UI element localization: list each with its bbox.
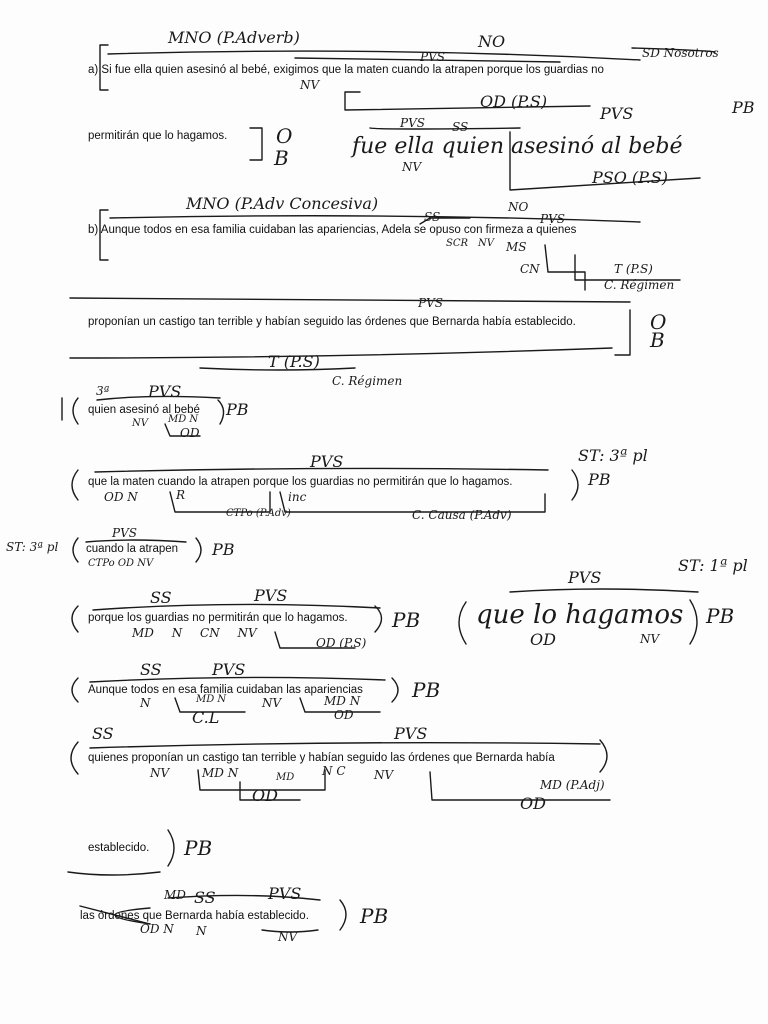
annotation-p5-ss: SS [140,660,162,679]
annotation-p8-pvs: PVS [268,884,302,903]
annotation-p4r-od: OD [530,630,556,649]
annotation-p2-ccausa: C. Causa (P.Adv) [412,508,512,522]
annotation-hw-nv: NV [402,160,422,174]
annotation-p8-pb: PB [360,904,389,928]
annotation-b-b: B [650,328,665,352]
annotation-o: O [276,124,293,148]
annotation-p2-r: R [176,488,186,502]
annotation-pvs: PVS [420,50,445,64]
annotation-p4r-pb: PB [706,604,735,628]
annotation-p3-ctpo: CTPo OD NV [88,558,154,569]
annotation-p5-pb: PB [412,678,441,702]
phrase-3: cuando la atrapen [86,543,179,555]
annotation-p2-st: ST: 3ª pl [578,446,648,465]
phrase-6: quienes proponían un castigo tan terrible y habían seguido las órdenes que Bernarda había [88,752,555,764]
annotation-p2-pb: PB [588,470,611,489]
annotation-hw-pvs: PVS [400,116,425,130]
annotation-no: NO [478,32,506,51]
annotation-b: B [274,146,289,170]
annotation-p2-odn: OD N [104,490,138,504]
annotation-sd: SD Nosotros [642,46,719,60]
annotation-p5-pvs: PVS [212,660,246,679]
annotation-t: T (P.S) [614,262,653,276]
annotation-pvs-b: PVS [540,212,565,226]
annotation-p6-md: MD [276,772,295,783]
annotation-cn: CN [520,262,540,276]
annotation-p2-ctpo: CTPo (P.Adv) [226,508,291,519]
annotation-p4-pvs: PVS [254,586,288,605]
annotation-p4-od: OD (P.S) [316,636,367,650]
annotation-p8-odn: OD N [140,922,174,936]
annotation-nv-b: NV [478,238,494,249]
annotation-p4r-pvs: PVS [568,568,602,587]
sentence-b-line1: b) Aunque todos en esa familia cuidaban las apariencias, Adela se opuso con firmeza a quienes [88,224,577,236]
annotation-p1-pvs: PVS [148,382,182,401]
annotation-p4r-nv: NV [640,632,660,646]
annotation-o-b: O [650,310,667,334]
annotation-cregimen: C. Régimen [604,278,675,292]
annotation-p4-tags: MD N CN NV [132,626,257,640]
annotation-p8-nv: NV [278,930,298,944]
phrase-1: quien asesinó al bebé [88,404,200,416]
handwritten-sentence-p4: que lo hagamos [476,600,684,630]
annotation-p6-mdpadj: MD (P.Adj) [540,778,605,792]
annotation-p6-nc: N C [322,764,346,778]
annotation-p4-pb: PB [392,608,421,632]
annotation-p5-n: N [140,696,151,710]
annotation-p6-od2: OD [520,794,546,813]
annotation-p5-cl: C.L [192,708,220,727]
annotation-p6-mdn: MD N [202,766,239,780]
sentence-b-line2: proponían un castigo tan terrible y habían seguido las órdenes que Bernarda había establecido. [88,316,576,328]
annotation-p8-n: N [196,924,207,938]
annotation-p1-pb: PB [226,400,249,419]
annotation-cregimen2: C. Régimen [332,374,403,388]
annotation-p1-3: 3ª [96,384,110,398]
phrase-7: establecido. [88,842,150,854]
annotation-p1-nv: NV [132,418,148,429]
annotation-t2: T (P.S) [268,352,320,371]
annotation-p1-od: OD [180,426,200,440]
annotation-p1-mdn: MD N [168,414,199,425]
annotation-p3-st: ST: 3ª pl [6,540,59,554]
annotation-p6-od: OD [252,786,278,805]
annotation-pvs2: PVS [600,104,634,123]
annotation-no-b: NO [508,200,529,214]
annotation-p3-pvs: PVS [112,526,137,540]
annotation-p6-nv2: NV [374,768,394,782]
annotation-scr: SCR [446,238,469,249]
annotation-p6-nv: NV [150,766,170,780]
phrase-8: las órdenes que Bernarda había establecido. [80,910,309,922]
sentence-a-line2: permitirán que lo hagamos. [88,130,228,142]
annotation-p5-od: OD [334,708,354,722]
annotation-p5-mdn: MD N [196,694,227,705]
annotation-mno-b: MNO (P.Adv Concesiva) [186,194,379,213]
phrase-2: que la maten cuando la atrapen porque los guardias no permitirán que lo hagamos. [88,476,513,488]
annotation-p8-md: MD [164,888,186,902]
annotation-nv: NV [300,78,320,92]
sentence-a-line1: a) Si fue ella quien asesinó al bebé, exigimos que la maten cuando la atrapen porque los guardias no [88,64,604,76]
annotation-p5-mdn2: MD N [324,694,361,708]
annotation-pb: PB [732,98,755,117]
annotation-hw-ss: SS [452,120,469,134]
annotation-p7-pb: PB [184,836,213,860]
annotation-ms: MS [506,240,527,254]
handwritten-sentence-a: fue ella quien asesinó al bebé [352,134,683,159]
annotation-p2-inc: inc [288,490,307,504]
annotation-p2-pvs: PVS [310,452,344,471]
annotation-p6-pvs: PVS [394,724,428,743]
annotation-p5-nv: NV [262,696,282,710]
annotation-p4-ss: SS [150,588,172,607]
annotation-od: OD (P.S) [480,92,548,111]
phrase-4: porque los guardias no permitirán que lo hagamos. [88,612,348,624]
annotation-p6-ss: SS [92,724,114,743]
annotation-p4r-st: ST: 1ª pl [678,556,748,575]
annotation-pvs-b2: PVS [418,296,443,310]
annotation-pso: PSO (P.S) [592,168,668,187]
annotation-p3-pb: PB [212,540,235,559]
annotation-p8-ss: SS [194,888,216,907]
phrase-5: Aunque todos en esa familia cuidaban las apariencias [88,684,363,696]
annotation-mno: MNO (P.Adverb) [168,28,300,47]
annotation-ss-b: SS [424,210,441,224]
